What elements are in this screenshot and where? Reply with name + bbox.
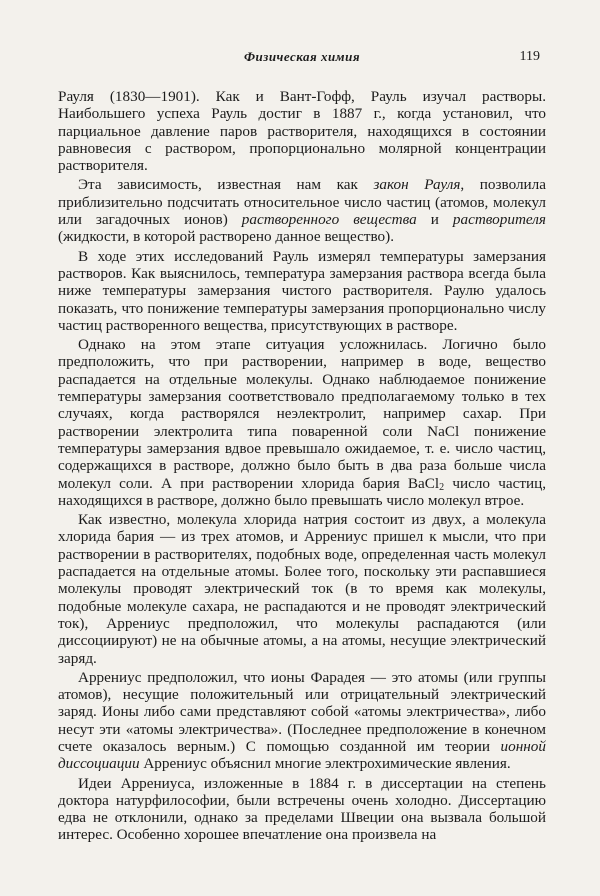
text-run: Эта зависимость, известная нам как (78, 176, 374, 194)
italic-term: растворенного вещества (241, 211, 417, 229)
paragraph (58, 88, 546, 174)
text-run: Идеи Аррениуса, изложенные в 1884 г. в диссертации на степень доктора натурфилософии, были встречены очень холодно. Диссертацию едва не отклонили, однако за пределами Швеции она вызвала большой интерес. Особенно хорошее впечатление она произвела на (58, 774, 546, 844)
text-run: и (416, 211, 453, 229)
paragraph (58, 669, 546, 773)
text-run: Аррениус предположил, что ионы Фарадея — это атомы (или группы атомов), несущие положительный или отрицательный электрический заряд. Ионы либо сами представляют собой «атомы электричества», либо несут эти «атомы электричества». (Последнее предположение в конечном счете оказалось верным.) С помощью созданной им теории (58, 668, 546, 755)
italic-term: закон Рауля (373, 176, 461, 194)
text-run: Однако на этом этапе ситуация усложнилась. Логично было предположить, что при растворении, например в воде, вещество распадается на отдельные молекулы. Однако наблюдаемое понижение температуры замерзания соответствовало предполагаемому только в тех случаях, когда растворялся неэлектролит, например сахар. При растворении электролита типа поваренной соли NaCl понижение температуры замерзания вдвое превышало ожидаемое, т. е. число частиц, содержащихся в растворе, должно было быть в два раза больше числа молекул соли. А при растворении хлорида бария BaCl (58, 336, 546, 492)
paragraph (58, 336, 546, 509)
text-run: Как известно, молекула хлорида натрия состоит из двух, а молекула хлорида бария — из трех атомов, и Аррениус пришел к мысли, что при растворении в растворителях, подобных воде, определенная часть молекул распадается на отдельные атомы. Более того, поскольку эти распавшиеся молекулы проводят электрический ток (в то время как молекулы, подобные молекуле сахара, не распадаются и не проводят электрический ток), Аррениус предположил, что молекулы распадаются (или диссоциируют) не на обычные атомы, а на атомы, несущие электрический заряд. (58, 511, 546, 667)
text-run: (жидкости, в которой растворено данное вещество). (58, 228, 394, 246)
paragraph (58, 176, 546, 245)
text-run: Рауля (1830—1901). Как и Вант-Гофф, Рауль изучал растворы. Наибольшего успеха Рауль достиг в 1887 г., когда установил, что парциальное давление паров растворителя, находящихся в состоянии равновесия с раствором, пропорционально молярной концентрации растворителя. (58, 88, 546, 175)
text-run: , позволила приблизительно подсчитать относительное число частиц (атомов, молекул или загадочных ионов) (58, 176, 546, 229)
paragraph (58, 775, 546, 844)
italic-term: ионной диссоциации (58, 737, 546, 773)
paragraph (58, 511, 546, 667)
page-number: 119 (519, 49, 540, 64)
italic-term: растворителя (452, 211, 546, 229)
text-run: В ходе этих исследований Рауль измерял температуры замерзания растворов. Как выяснилось, температура замерзания раствора всегда была ниже температуры замерзания чистого растворителя. Раулю удалось показать, что понижение температуры замерзания пропорционально числу частиц растворенного вещества, присутствующих в растворе. (58, 247, 546, 334)
running-head (58, 49, 546, 67)
paragraph (58, 248, 546, 334)
running-title: Физическая химия (243, 49, 361, 64)
text-run: Аррениус объяснил многие электрохимические явления. (139, 755, 511, 773)
text-run: число частиц, находящихся в растворе, должно было превышать число молекул втрое. (58, 474, 547, 509)
body-text (58, 88, 546, 846)
subscript: 2 (439, 481, 445, 493)
